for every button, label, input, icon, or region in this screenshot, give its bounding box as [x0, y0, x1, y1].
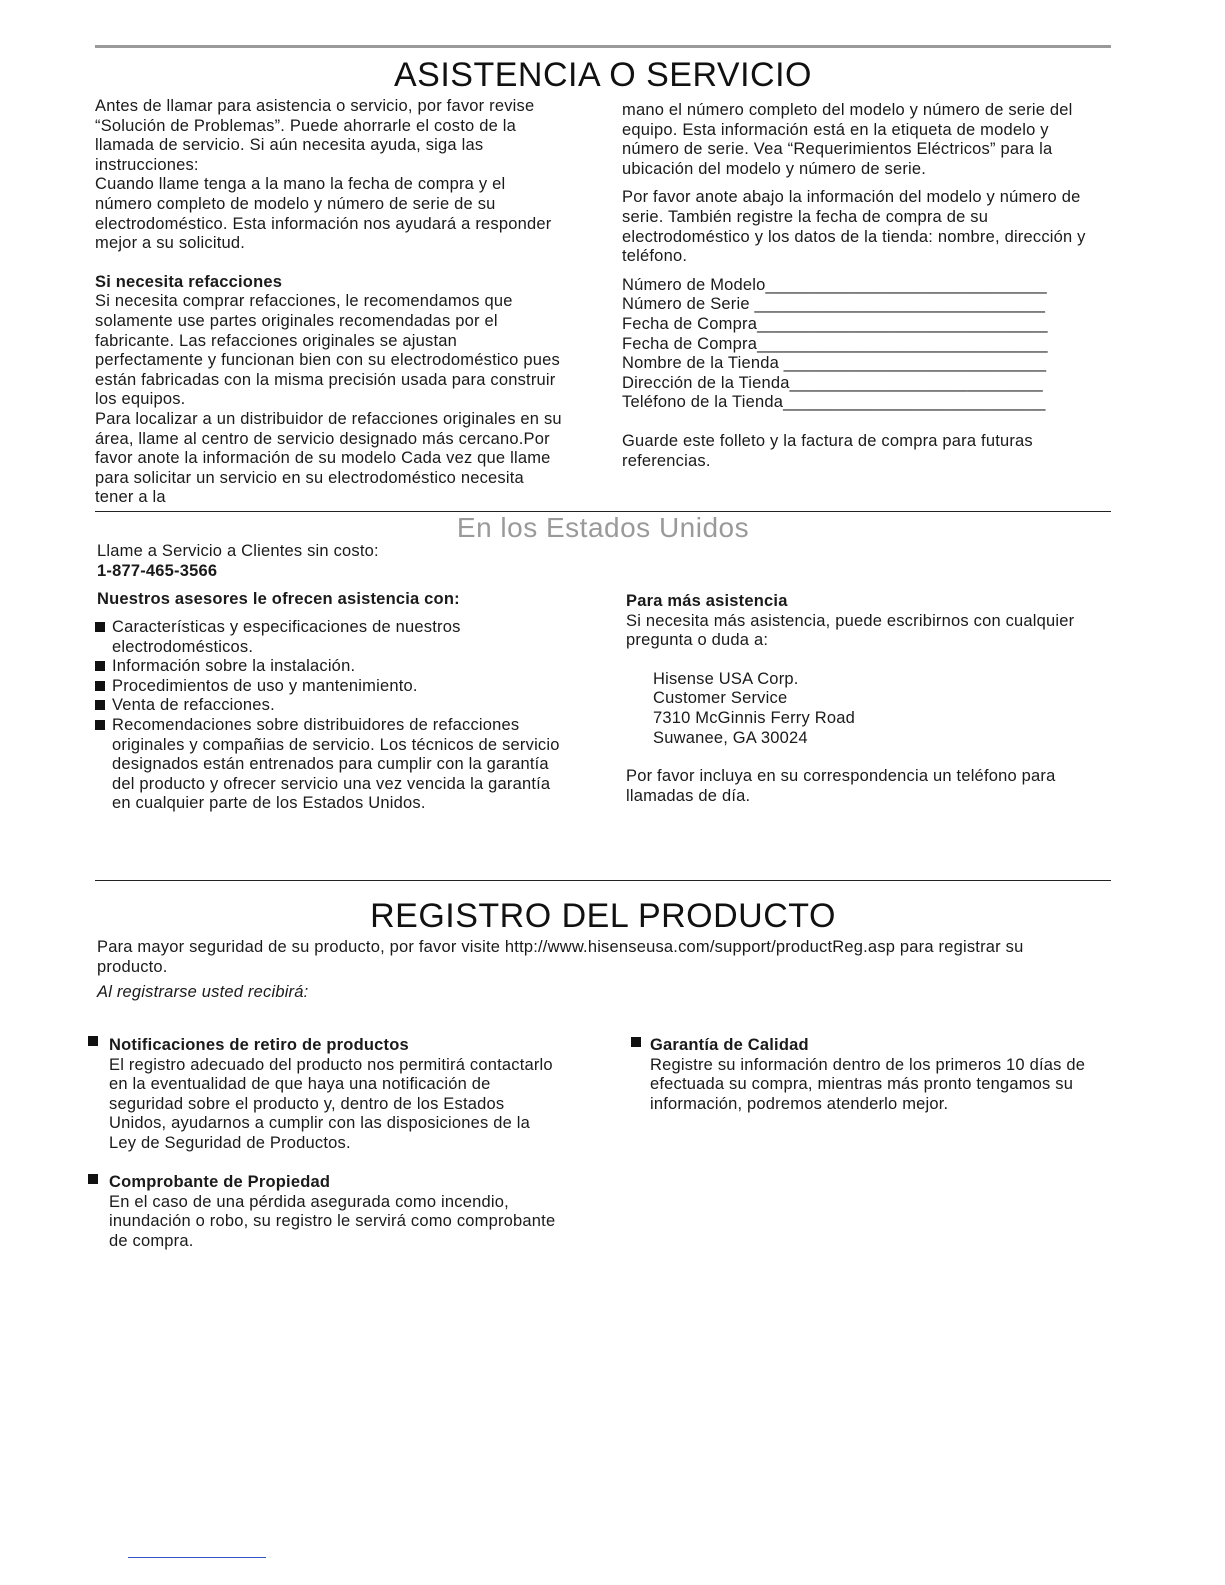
address-line: Hisense USA Corp.: [653, 669, 799, 688]
form-field-purchase-date-2[interactable]: Fecha de Compra_______________________________: [622, 334, 1048, 353]
form-field-model[interactable]: Número de Modelo______________________________: [622, 275, 1047, 294]
mas-asistencia-heading: Para más asistencia: [626, 592, 788, 610]
asesores-list: [95, 618, 560, 814]
section-title-estados-unidos: En los Estados Unidos: [456, 512, 750, 543]
form-field-purchase-date[interactable]: Fecha de Compra_______________________________: [622, 314, 1048, 333]
notificaciones-heading: Notificaciones de retiro de productos: [109, 1036, 409, 1054]
refacciones-heading: Si necesita refacciones: [95, 272, 283, 291]
comprobante-heading: Comprobante de Propiedad: [109, 1173, 331, 1191]
registro-intro: [97, 938, 1097, 1003]
square-bullet-icon: [95, 622, 105, 632]
footer-link-underline: [128, 1557, 266, 1558]
divider-registro: [95, 880, 1111, 881]
registro-intro-text: Para mayor seguridad de su producto, por favor visite http://www.hisenseusa.com/support/productReg.asp para registrar su producto.: [97, 938, 1024, 976]
product-info-form: [622, 276, 1110, 413]
estados-right-column: [626, 592, 1086, 806]
mailing-address: [653, 670, 1086, 748]
form-field-serial[interactable]: Número de Serie _______________________________: [622, 295, 1046, 314]
square-bullet-icon: [95, 720, 105, 730]
right-paragraph-3: Guarde este folleto y la factura de compra para futuras referencias.: [622, 431, 1033, 470]
intro-paragraph-1: Antes de llamar para asistencia o servicio, por favor revise “Solución de Problemas”. Puede ahorrarle el costo de la llamada de servicio. Si aún necesita ayuda, siga las instrucciones:: [95, 97, 535, 174]
form-field-store-phone[interactable]: Teléfono de la Tienda____________________________: [622, 393, 1046, 412]
square-bullet-icon: [95, 661, 105, 671]
square-bullet-icon: [88, 1174, 98, 1184]
phone-number: 1-877-465-3566: [97, 561, 218, 580]
garantia-heading: Garantía de Calidad: [650, 1036, 809, 1054]
form-field-store-name[interactable]: Nombre de la Tienda ____________________________: [622, 354, 1047, 373]
square-bullet-icon: [95, 681, 105, 691]
comprobante-block: [109, 1173, 559, 1251]
asesores-heading: Nuestros asesores le ofrecen asistencia con:: [97, 590, 460, 609]
square-bullet-icon: [631, 1037, 641, 1047]
list-item: Venta de refacciones.: [95, 696, 560, 716]
call-text: Llame a Servicio a Clientes sin costo:: [97, 542, 379, 560]
asistencia-left-column: [95, 97, 565, 508]
address-line: Suwanee, GA 30024: [653, 728, 808, 747]
list-item: Información sobre la instalación.: [95, 657, 560, 677]
registro-recibira: Al registrarse usted recibirá:: [97, 983, 309, 1002]
comprobante-text: En el caso de una pérdida asegurada como incendio, inundación o robo, su registro le servirá como comprobante de compra.: [109, 1192, 556, 1250]
refacciones-paragraph-2: Para localizar a un distribuidor de refacciones originales en su área, llame al centro de servicio designado más cercano.Por favor anote la información de su modelo Cada vez que llame para solicitar un servicio en su electrodoméstico necesita tener a la: [95, 409, 562, 507]
form-field-store-address[interactable]: Dirección de la Tienda___________________________: [622, 373, 1043, 392]
asistencia-right-column: [622, 101, 1110, 471]
intro-paragraph-2: Cuando llame tenga a la mano la fecha de compra y el número completo de modelo y número de serie de su electrodoméstico. Esta información nos ayudará a responder mejor a su solicitud.: [95, 175, 552, 253]
list-item: Recomendaciones sobre distribuidores de refacciones originales y compañias de servicio. Los técnicos de servicio designados están entrenados para cumplir con la garantía del producto y ofrecer servicio una vez vencida la garantía en cualquier parte de los Estados Unidos.: [95, 716, 560, 814]
list-item: Características y especificaciones de nuestros electrodomésticos.: [95, 618, 560, 657]
garantia-text: Registre su información dentro de los primeros 10 días de efectuada su compra, mientras más pronto tengamos su información, podremos atenderlo mejor.: [650, 1055, 1086, 1113]
section-title-registro: REGISTRO DEL PRODUCTO: [370, 897, 836, 935]
square-bullet-icon: [95, 700, 105, 710]
top-divider: [95, 45, 1111, 48]
refacciones-paragraph-1: Si necesita comprar refacciones, le recomendamos que solamente use partes originales recomendadas por el fabricante. Las refacciones originales se ajustan perfectamente y funcionan bien con su electrodoméstico pues están fabricadas con la misma precisión usada para construir los equipos.: [95, 292, 560, 409]
notificaciones-text: El registro adecuado del producto nos permitirá contactarlo en la eventualidad de que haya una notificación de seguridad sobre el producto y, dentro de los Estados Unidos, ayudarnos a cumplir con las disposiciones de la Ley de Seguridad de Productos.: [109, 1055, 553, 1152]
right-paragraph-2: Por favor anote abajo la información del modelo y número de serie. También registre la fecha de compra de su electrodoméstico y los datos de la tienda: nombre, dirección y teléfono.: [622, 188, 1086, 266]
section-title-asistencia: ASISTENCIA O SERVICIO: [394, 56, 812, 94]
list-item: Procedimientos de uso y mantenimiento.: [95, 677, 560, 697]
garantia-block: [650, 1036, 1090, 1114]
notificaciones-block: [109, 1036, 559, 1154]
right-paragraph-1: mano el número completo del modelo y número de serie del equipo. Esta información está en la etiqueta de modelo y número de serie. Vea “Requerimientos Eléctricos” para la ubicación del modelo y número de serie.: [622, 101, 1073, 178]
estados-left-column: [97, 542, 567, 610]
square-bullet-icon: [88, 1036, 98, 1046]
address-line: Customer Service: [653, 689, 788, 708]
address-line: 7310 McGinnis Ferry Road: [653, 708, 855, 727]
incluya-telefono-text: Por favor incluya en su correspondencia un teléfono para llamadas de día.: [626, 767, 1056, 805]
mas-asistencia-text: Si necesita más asistencia, puede escribirnos con cualquier pregunta o duda a:: [626, 611, 1075, 650]
